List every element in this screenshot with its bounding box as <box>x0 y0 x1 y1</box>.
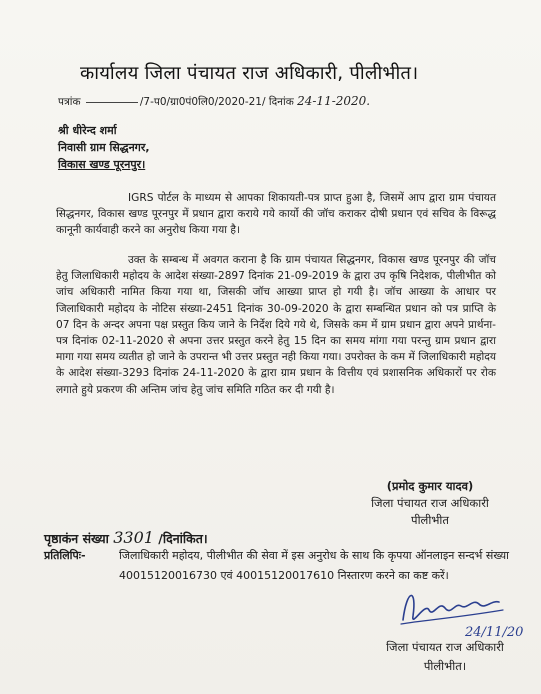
signature-date: 24/11/20 <box>465 625 524 640</box>
office-title: कार्यालय जिला पंचायत राज अधिकारी, पीलीभीत। <box>80 63 419 84</box>
reference-line <box>58 94 370 109</box>
signatory2-designation: जिला पंचायत राज अधिकारी <box>386 640 504 654</box>
paragraph-2 <box>56 252 496 398</box>
ref-label: पत्रांक <box>58 96 81 108</box>
signatory-block-1 <box>340 478 520 529</box>
recipient-name: श्री धीरेन्द शर्मा <box>58 124 117 137</box>
handwritten-signature <box>395 580 535 640</box>
copy-text: जिलाधिकारी महोदय, पीलीभीत की सेवा में इस अनुरोध के साथ कि कृपया ऑनलाइन सन्दर्भ संख्या 40015120016730 एवं 40015120017610 निस्तारण करने का कष्ट करें। <box>119 549 509 582</box>
paragraph-1-text: IGRS पोर्टल के माध्यम से आपका शिकायती-पत्र प्राप्त हुआ है, जिसमें आप द्वारा ग्राम पंचायत सिद्धनगर, विकास खण्ड पूरनपुर में प्रधान द्वारा कराये गये कार्यो की जॉच कराकर दोषी प्रधान एवं सचिव के विरूद्ध कानूनी कार्यवाही करने का अनुरोध किया गया है। <box>56 192 496 237</box>
copy-label: प्रतिलिपिः- <box>44 549 86 562</box>
endorsement-label: पृष्ठाकंन संख्या <box>44 531 109 546</box>
date-label: दिनांक <box>268 96 294 108</box>
recipient-line2: निवासी ग्राम सिद्धनगर, <box>58 141 150 154</box>
ref-number: /7-प0/ग्रा0पं0लि0/2020-21/ <box>139 96 266 108</box>
recipient-line3: विकास खण्ड पूरनपुर। <box>58 158 146 171</box>
endorsement-line <box>44 528 208 547</box>
ref-blank <box>86 102 138 103</box>
endorsement-number: 3301 <box>113 528 154 547</box>
signatory-designation: जिला पंचायत राज अधिकारी <box>371 496 489 510</box>
signatory2-place: पीलीभीत। <box>423 659 467 673</box>
paragraph-2-text: उक्त के सम्बन्ध में अवगत कराना है कि ग्राम पंचायत सिद्धनगर, विकास खण्ड पूरनपुर की जॉच हेतु जिलाधिकारी महोदय के आदेश संख्या-2897 दिनांक 21-09-2019 के द्वारा उप कृषि निदेशक, पीलीभीत को जांच अधिकारी नामित किया गया था, जिसकी जॉच आख्या प्राप्त हो गयी है। जॉच आख्या के आधार पर जिलाधिकारी महोदय के नोटिस संख्या-2451 दिनांक 30-09-2020 के द्वारा सम्बन्धित प्रधान को पत्र प्राप्ति के 07 दिन के अन्दर अपना पक्ष प्रस्तुत किय जाने के निर्देश दिये गये थे, जिसके कम में ग्राम प्रधान द्वारा अपने प्रार्थना-पत्र दिनांक 02-11-2020 से अपना उत्तर प्रस्तुत करने हेतु 15 दिन का समय मांगा गया परन्तु ग्राम प्रधान द्वारा मागा गया समय व्यतीत हो जाने के उपरान्त भी उत्तर प्रस्तुत नही किया गया। उपरोक्त के कम में जिलाधिकारी महोदय के आदेश संख्या-3293 दिनांक 24-11-2020 के द्वारा ग्राम प्रधान के वित्तीय एवं प्रशासनिक अधिकारों पर रोक लगाते हुये प्रकरण की अन्तिम जांच हेतु जांच समिति गठित कर दी गयी है। <box>56 254 496 396</box>
recipient-block <box>58 122 150 173</box>
endorsement-date-label: /दिनांकित। <box>158 531 208 546</box>
paragraph-1 <box>56 190 496 239</box>
signatory-name: (प्रमोद कुमार यादव) <box>386 479 474 493</box>
signatory-place: पीलीभीत <box>411 513 449 527</box>
date-value: 24-11-2020. <box>297 94 371 108</box>
signatory-block-2 <box>360 638 530 676</box>
